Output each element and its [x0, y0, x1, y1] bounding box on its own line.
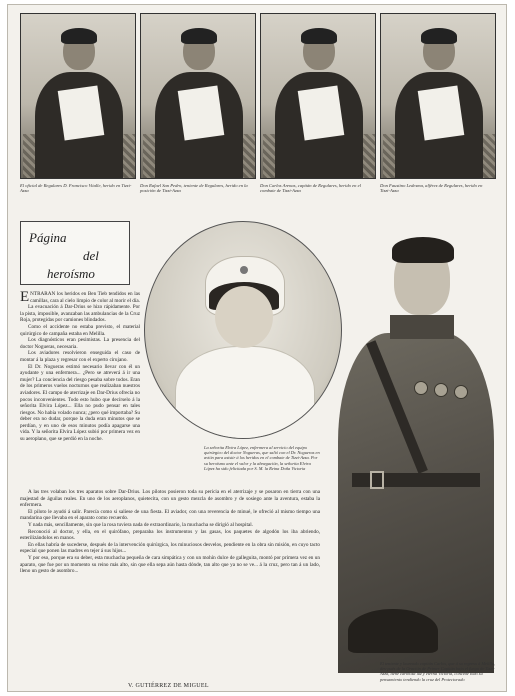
magazine-page — [7, 4, 507, 692]
nurse-caption: La señorita Elvira López, enfermera al servicio del equipo quirúrgico del doctor Nogueras, que salió con el Dr. Nogueras en avión para asistir á los heridos en el combate de Tizzi-Azza. Por su heroísmo ante el valor y la abnegación, la señorita Elvira López ha sido felicitada por S. M. la Reina Doña Victoria — [204, 445, 320, 471]
figure-hair — [181, 28, 217, 44]
article-column-wide — [20, 489, 320, 575]
author-signature: V. GUTIÉRREZ DE MIGUEL — [128, 683, 209, 689]
figure-hair — [61, 28, 97, 44]
article-column-left — [20, 291, 140, 443]
article-paragraph: Reconoció al doctor, y ella, en el quirófano, preparaba los instrumentos y las gasas, los paquetes de algodón los iba abriendo, esterilizándolos en manos. — [20, 528, 320, 542]
officer-cap — [348, 609, 438, 653]
wounded-photo-strip — [20, 13, 496, 189]
article-paragraph: Los diagnósticos eran pesimistas. La presencia del doctor Nogueras, necesaria. — [20, 337, 140, 350]
officer-caption: El teniente y laureado capitán Carlos, que á su regreso á Melilla, des-pués de la Oración de Primer Capitán bajo el fuego de Tizzi-Azza, tiene cariñosa luz y eterna Victoria, concede todo su pensamiento tendiendo la cruz del Protectorado — [380, 661, 496, 682]
article-paragraph: En ellas habría de sucederse, después de la intervención quirúrgica, los minuciosos desvelos, pendiente en la obra sin misión, en cuyo tacto especial que ponen las madres en tejer á sus hijos... — [20, 541, 320, 555]
photo-caption-3: Don Carlos Arenas, capitán de Regulares, herido en el combate de Tizzi-Azza — [260, 183, 361, 194]
photo-caption-4: Don Faustino Ledesma, alférez de Regulares, herido en Tizzi-Azza — [380, 183, 483, 194]
nurse-uniform — [175, 346, 315, 439]
arm-sling — [178, 85, 225, 140]
article-paragraph: Y por eso, porque era su deber, esta muchacha pequeña de cara simpática y con un mohín dulce de galleguita, montó por primera vez en un aparato, que fue por un momento su reino más alto, sin que ella sepa aún hasta dónde, tan alto que ya no se ve... á la cruz, pero tan á un lado, lleno un gesto de asombro... — [20, 554, 320, 575]
article-paragraph: Y nada más, sencillamente, sin que la rosa tuviera nada de extraordinario, la muchacha se dirigió al hospital. — [28, 521, 253, 528]
arm-sling — [298, 85, 345, 140]
article-paragraph: La evacuación á Dar-Drius se hizo rápidamente. Por la pista, imposible, avanzaban las ambulancias de la Cruz Roja, protegidas por camiones blindados. — [20, 304, 140, 324]
photo-caption-2: Don Rafael San Pedro, teniente de Regulares, herido en la posición de Tizzi-Azza — [140, 183, 248, 194]
arm-sling — [418, 85, 465, 140]
article-paragraph: NTRARAN los heridos en Ben Tieb tendidos en las camillas, cara al cielo limpio de color al morir el día. — [30, 291, 140, 304]
photo-wounded-3 — [260, 13, 376, 179]
officer-collar — [390, 315, 454, 339]
photo-wounded-1 — [20, 13, 136, 179]
officer-portrait — [330, 233, 500, 673]
section-heading — [20, 221, 130, 285]
figure-hair — [301, 28, 337, 44]
medal-icon — [454, 385, 468, 399]
red-cross-badge-icon — [240, 266, 248, 274]
medal-icon — [414, 381, 428, 395]
article-paragraph: A las tres volaban los tres aparatos sobre Dar-Drius. Los pilotos posieron toda su pericia en el aterrizaje y se posaron en tierra con una majestad de águilas reales. En uno de los aeroplanos, quietecita, con un gesto mezcla de asombro y de sosiego ante la aventura, estaba la enfermera. — [20, 489, 320, 509]
photo-wounded-2 — [140, 13, 256, 179]
drop-cap: E — [20, 289, 30, 305]
figure-hair — [421, 28, 457, 44]
article-paragraph: Como el accidente no estaba previsto, el material quirúrgico de campaña estaba en Melilla. — [20, 323, 140, 337]
photo-caption-1: El oficial de Regulares D. Francisco Vitalle, herido en Tizzi-Azza — [20, 183, 132, 194]
article-paragraph: El Dr. Nogueras estimó necesario llevar con él un ayudante y una enfermera... ¿Pero se atreverá á ir una mujer? La conciencia del riesgo pesaba sobre todos. Eran de los primeros vuelos nocturnos que realizaban nuestros aviadores. El campo de aterrizaje en Dar-Drius ofrecía no pocos inconvenientes. Todo esto hubo que decírselo á la señorita Elvira López... Ella no pudo pensar en tales riesgos. No había volado nunca; ¿pero qué importaba? Su deber era no dudar, porque la duda eran minutos que se perdían, y en uno de esos minutos podía apagarse una vida. Y la señorita Elvira López subió por primera vez en su aeroplano, que se perdió en la noche. — [20, 363, 140, 443]
nurse-face — [215, 286, 273, 348]
medal-icon — [434, 383, 448, 397]
heading-line-2: del — [83, 248, 99, 263]
article-paragraph: El piloto le ayudó á salir. Parecía como si saliese de una fiesta. El aviador, con una reverencia de minué, le ofreció al mismo tiempo una mandarina que llevaba en el aparato como recuerdo. — [20, 508, 320, 522]
heading-line-1: Página — [29, 230, 67, 245]
officer-hair — [392, 237, 454, 263]
nurse-oval-portrait — [144, 221, 342, 439]
photo-wounded-4 — [380, 13, 496, 179]
heading-line-3: heroísmo — [47, 266, 95, 281]
article-paragraph: Los aviadores resolvieron enseguida el caso de montar á la plaza y regresar con el experto cirujano. — [20, 350, 140, 363]
arm-sling — [58, 85, 105, 140]
belt-buckle — [370, 471, 384, 489]
